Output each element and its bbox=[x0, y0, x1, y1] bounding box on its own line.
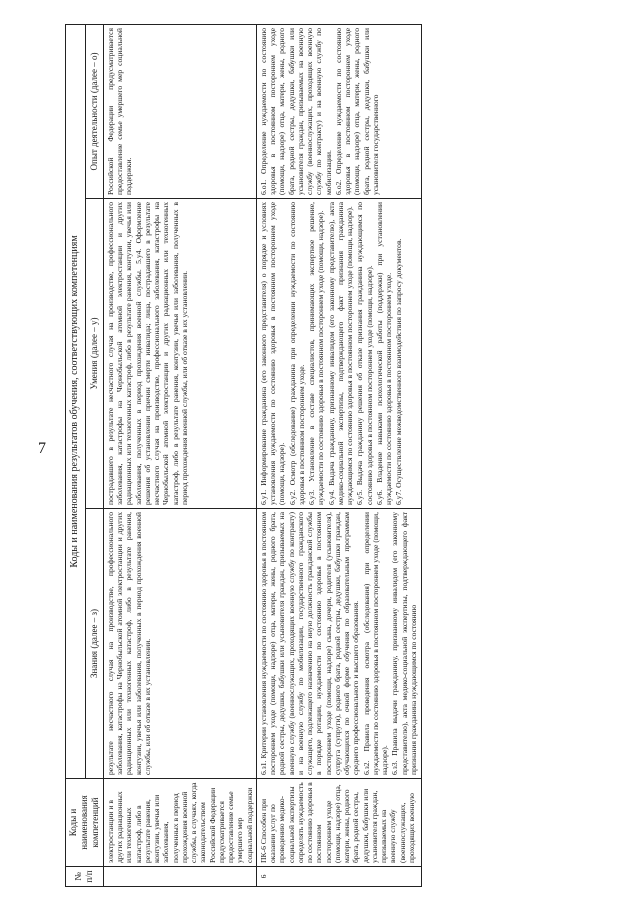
rotated-sheet bbox=[55, 15, 635, 895]
knowledge-item: результате несчастного случая на производстве, профессионального заболевания, катастрофы на Чернобыльской атомной электростанции и других радиационных или техногенных катастроф, либо в результате ранения, контузии, увечья или заболевания, полученных в период прохождения военной службы, или об отказе в их установлении. bbox=[105, 512, 152, 775]
table-row bbox=[103, 25, 256, 887]
skill-item: 6.у2. Осмотр (обследование) гражданина при определении нуждаемости по состоянию здоровья в постоянном постороннем уходе. bbox=[287, 202, 306, 505]
competencies-table bbox=[65, 24, 422, 887]
table-subheader-row bbox=[85, 25, 103, 887]
table-header-row bbox=[66, 25, 86, 887]
header-number: № п/п bbox=[66, 867, 104, 887]
knowledge-item: 6.з2. Правила проведения осмотра (обследования) при определении нуждаемости по состоянию здоровья в постоянном постороннем уходе (помощи, надзоре). bbox=[361, 512, 390, 775]
knowledge-item: 6.з3. Правила выдачи гражданину, признанному инвалидом (его законному представителю), акта медико-социальной экспертизы, подтверждающего факт признания гражданина нуждающимся по состоянию bbox=[390, 512, 418, 775]
knowledge-cell bbox=[103, 509, 256, 779]
skill-item: 6.у4. Выдача гражданину, признанному инвалидом (его законному представителю), акта медико-социальной экспертизы, подтверждающего факт признания гражданина нуждающимся по состоянию здоровья в постоянном постороннем уходе (помощи, надзоре). bbox=[326, 202, 355, 505]
experience-cell bbox=[256, 25, 421, 199]
competence-cell: ПК-6 Способен при оказании услуг по проведению медико-социальной экспертизы определять нуждаемость по состоянию здоровья в постоянном постороннем уходе (помощи, надзоре) отца, матери, жены, родного брата, родной сестры, дедушки, бабушки или усыновителя граждан, призываемых на военную службу (военнослужащих, проходящих военную bbox=[256, 779, 421, 867]
experience-item: 6.о1. Определение нуждаемости по состоянию здоровья в постоянном постороннем уходе (помощи, надзоре) отца, матери, жены, родного брата, родной сестры, дедушки, бабушки или усыновителя граждан, призываемых на военную службу (военнослужащих, проходящих военную службу по контракту) и на военную службу по мобилизации. bbox=[258, 28, 333, 195]
knowledge-item: 6.з1. Критерии установления нуждаемости по состоянию здоровья в постоянном постороннем уходе (помощи, надзоре) отца, матери, жены, родного брата, родной сестры, дедушки, бабушки или усыновителя граждан, призываемых на военную службу (военнослужащих, проходящих военную службу по контракту) и на военную службу по мобилизации, государственного гражданского служащего, подлежащего назначению на иную должность гражданской службы в порядке ротации, нуждаемости по состоянию здоровья в постоянном постороннем уходе (помощи, надзоре) сына, дочери, родителя (усыновителя), супруга (супруги), родного брата, родной сестры, дедушки, бабушки граждан, обучающихся по очной форме обучения по образовательным программам среднего профессионального и высшего образования. bbox=[258, 512, 361, 775]
experience-cell bbox=[103, 25, 256, 199]
header-experience: Опыт деятельности (далее – о) bbox=[85, 25, 103, 199]
skill-item: пострадавшего в результате несчастного случая на производстве, профессионального заболевания, катастрофы на Чернобыльской атомной электростанции и других радиационных или техногенных катастроф, либо в результате ранения, контузии, увечья или заболевания, полученных в период прохождения военной службы. 5.у4. Оформление решения об установлении причин смерти инвалида; лица, пострадавшего в результате несчастного случая на производстве, профессионального заболевания, катастрофы на Чернобыльской атомной электростанции и других радиационных или техногенных катастроф, либо в результате ранения, контузии, увечья или заболевания, полученных в период прохождения военной службы, или об отказе в их установлении. bbox=[105, 202, 189, 505]
landscape-page bbox=[55, 15, 635, 895]
skill-item: 6.у6. Владение навыками психологической работы (поддержки) при установлении нуждаемости по состоянию здоровья в постоянном постороннем уходе. bbox=[374, 202, 394, 505]
skill-item: 6.у3. Установление в составе специалистов, принимающих экспертное решение, нуждаемости по состоянию здоровья в постоянном постороннем уходе (помощи, надзоре). bbox=[307, 202, 326, 505]
table-row bbox=[256, 25, 421, 887]
header-knowledge: Знания (далее – з) bbox=[85, 509, 103, 779]
skill-cell bbox=[256, 199, 421, 509]
page-number: 7 bbox=[38, 440, 46, 457]
header-competence: Коды и наименования компетенций bbox=[66, 779, 104, 867]
skill-item: 6.у5. Выдача гражданину решения об отказе признания гражданина нуждающимся по состоянию здоровья в постоянном постороннем уходе (помощи, надзоре). bbox=[355, 202, 374, 505]
knowledge-cell bbox=[256, 509, 421, 779]
row-number bbox=[103, 867, 256, 887]
skill-item: 6.у1. Информирование гражданина (его законного представителя) о порядке и условиях установления нуждаемости по состоянию здоровья в постоянном постороннем уходе (помощи, надзоре). bbox=[258, 202, 287, 505]
experience-item: Российской Федерации предусматривается предоставление семье умершего мер социальной поддержки. bbox=[105, 28, 134, 195]
skill-item: 6.у7. Осуществление межведомственного взаимодействия по запросу документов. bbox=[394, 238, 404, 505]
skill-cell bbox=[103, 199, 256, 509]
row-number: 6 bbox=[256, 867, 421, 887]
experience-item: 6.о2. Определение нуждаемости по состоянию здоровья в постоянном постороннем уходе (помощи, надзоре) отца, матери, жены, родного брата, родной сестры, дедушки, бабушки или усыновителя государственного bbox=[333, 28, 380, 195]
header-skills: Умения (далее – у) bbox=[85, 199, 103, 509]
competence-cell: электростанции и в других радиационных или техногенных катастроф, либо в результате ранения, контузии, увечья или заболевания, полученных в период прохождения военной службы, в случаях, когда законодательством Российской Федерации предусматривается предоставление семье умершего мер социальной поддержки bbox=[103, 779, 256, 867]
header-results: Коды и наименования результатов обучения, соответствующих компетенциям bbox=[66, 25, 86, 779]
